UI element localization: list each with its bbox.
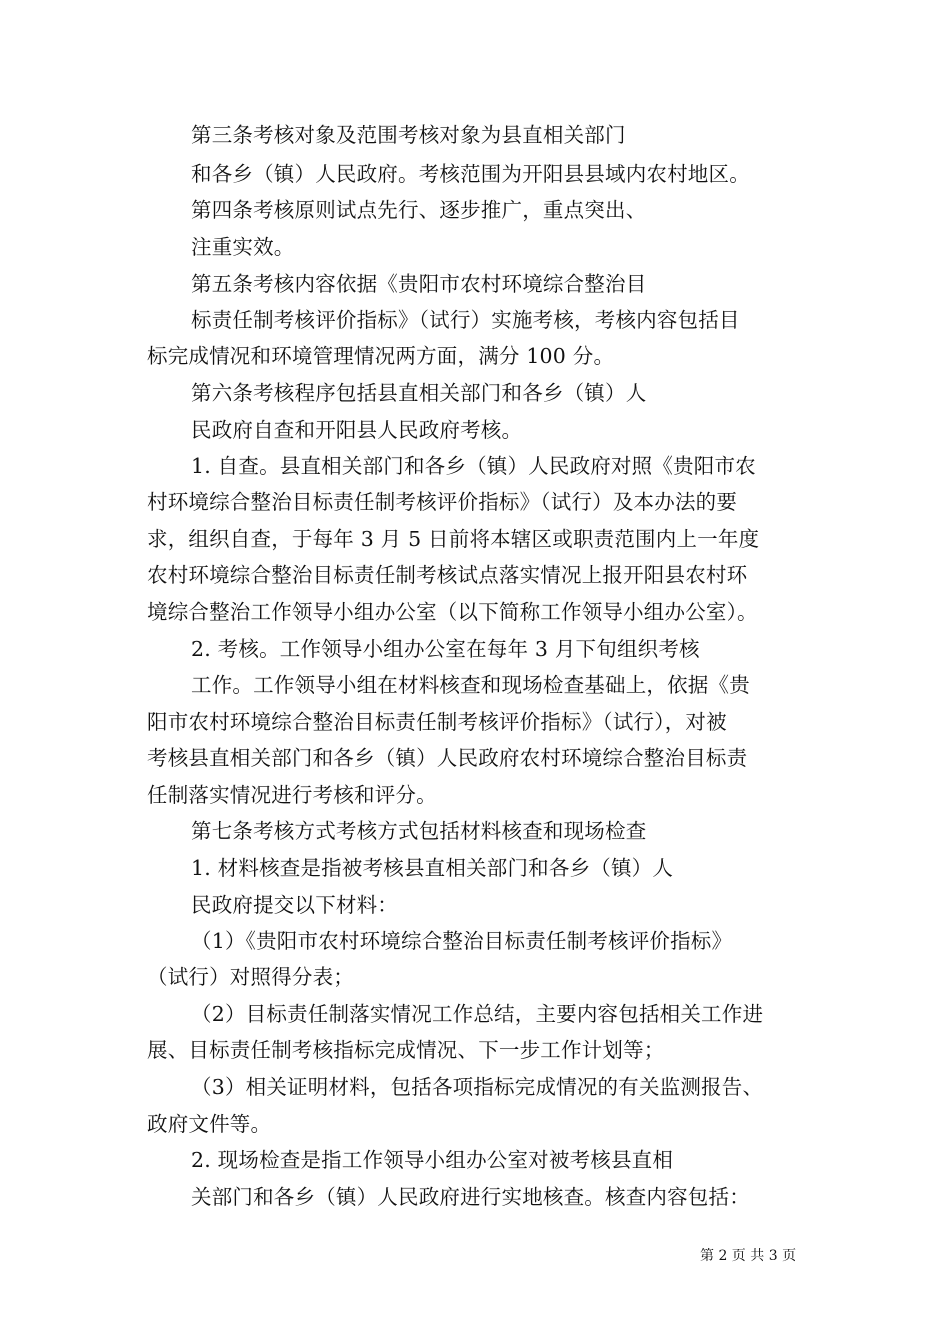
body-line-20: 第七条考核方式考核方式包括材料核查和现场检查 bbox=[191, 819, 647, 843]
body-line-22: 民政府提交以下材料： bbox=[191, 893, 398, 917]
body-line-4: 注重实效。 bbox=[191, 235, 295, 259]
body-line-15: 2. 考核。工作领导小组办公室在每年 3 月下旬组织考核 bbox=[191, 637, 700, 661]
body-line-21: 1. 材料核查是指被考核县直相关部门和各乡（镇）人 bbox=[191, 856, 674, 880]
body-line-12: 求，组织自查，于每年 3 月 5 日前将本辖区或职责范围内上一年度 bbox=[147, 527, 760, 551]
body-line-16: 工作。工作领导小组在材料核查和现场检查基础上，依据《贵 bbox=[191, 673, 750, 697]
body-line-14: 境综合整治工作领导小组办公室（以下简称工作领导小组办公室）。 bbox=[147, 600, 758, 624]
body-line-23: （1）《贵阳市农村环境综合整治目标责任制考核评价指标》 bbox=[191, 929, 733, 953]
body-line-29: 2. 现场检查是指工作领导小组办公室对被考核县直相 bbox=[191, 1148, 674, 1172]
body-line-9: 民政府自查和开阳县人民政府考核。 bbox=[191, 418, 523, 442]
page-number-footer: 第 2 页 共 3 页 bbox=[700, 1248, 797, 1264]
body-line-7: 标完成情况和环境管理情况两方面，满分 100 分。 bbox=[147, 344, 615, 368]
body-line-28: 政府文件等。 bbox=[147, 1112, 272, 1136]
body-line-3: 第四条考核原则试点先行、逐步推广，重点突出、 bbox=[191, 198, 647, 222]
body-line-26: 展、目标责任制考核指标完成情况、下一步工作计划等； bbox=[147, 1038, 665, 1062]
body-line-11: 村环境综合整治目标责任制考核评价指标》（试行）及本办法的要 bbox=[147, 490, 738, 514]
body-line-5: 第五条考核内容依据《贵阳市农村环境综合整治目 bbox=[191, 272, 647, 296]
body-line-8: 第六条考核程序包括县直相关部门和各乡（镇）人 bbox=[191, 381, 647, 405]
body-line-17: 阳市农村环境综合整治目标责任制考核评价指标》（试行），对被 bbox=[147, 710, 727, 734]
body-line-30: 关部门和各乡（镇）人民政府进行实地核查。核查内容包括： bbox=[191, 1185, 750, 1209]
body-line-18: 考核县直相关部门和各乡（镇）人民政府农村环境综合整治目标责 bbox=[147, 746, 748, 770]
body-line-25: （2）目标责任制落实情况工作总结，主要内容包括相关工作进 bbox=[191, 1002, 764, 1026]
body-line-24: （试行）对照得分表； bbox=[147, 965, 354, 989]
body-line-19: 任制落实情况进行考核和评分。 bbox=[147, 783, 437, 807]
body-line-10: 1. 自查。县直相关部门和各乡（镇）人民政府对照《贵阳市农 bbox=[191, 454, 756, 478]
body-line-1: 第三条考核对象及范围考核对象为县直相关部门 bbox=[191, 123, 626, 147]
body-line-27: （3）相关证明材料，包括各项指标完成情况的有关监测报告、 bbox=[191, 1075, 764, 1099]
body-line-6: 标责任制考核评价指标》（试行）实施考核，考核内容包括目 bbox=[191, 308, 740, 332]
body-line-2: 和各乡（镇）人民政府。考核范围为开阳县县域内农村地区。 bbox=[191, 162, 750, 186]
body-line-13: 农村环境综合整治目标责任制考核试点落实情况上报开阳县农村环 bbox=[147, 563, 748, 587]
